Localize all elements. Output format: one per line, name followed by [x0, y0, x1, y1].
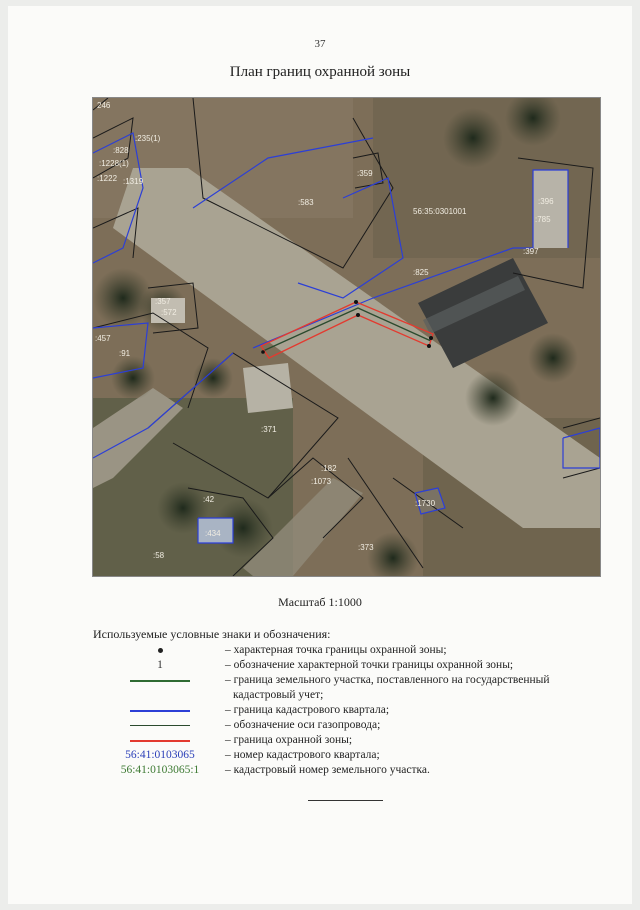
legend-desc: – обозначение оси газопровода;	[225, 719, 381, 731]
map-label-246: 246	[97, 101, 111, 110]
map-label-457: :457	[95, 334, 111, 343]
map-label-1228: :1228(1)	[99, 159, 129, 168]
map-label-828: :828	[113, 146, 129, 155]
parcel-number-sample: 56:41:0103065:1	[120, 764, 200, 776]
legend-desc: – номер кадастрового квартала;	[225, 749, 380, 761]
map-label-397: :397	[523, 247, 539, 256]
legend-item	[0, 688, 640, 703]
map-label-785: :785	[535, 215, 551, 224]
point-number-symbol: 1	[157, 659, 163, 671]
legend-item	[0, 673, 640, 688]
legend-title: Используемые условные знаки и обозначения:	[93, 627, 331, 641]
map-label-572: :572	[161, 308, 177, 317]
building-371	[243, 363, 293, 413]
end-rule-divider	[308, 800, 383, 801]
map-label-825: :825	[413, 268, 429, 277]
legend-desc: – граница охранной зоны;	[225, 734, 353, 746]
scale-caption: Масштаб 1:1000	[278, 595, 362, 609]
legend-item	[0, 658, 640, 673]
map-label-583: :583	[298, 198, 314, 207]
quarter-boundary-line-icon	[130, 710, 190, 712]
legend-item	[0, 703, 640, 718]
map-label-359: :359	[357, 169, 373, 178]
building-396	[533, 170, 568, 248]
legend-desc: – обозначение характерной точки границы охранной зоны;	[225, 659, 514, 671]
point-symbol-icon	[158, 648, 163, 653]
map-label-91: :91	[119, 349, 131, 358]
parcel-boundary-line-icon	[130, 680, 190, 682]
map-label-434: :434	[205, 529, 221, 538]
legend-desc: – граница земельного участка, поставленного на государственный	[225, 674, 550, 686]
quarter-number-sample: 56:41:0103065	[125, 749, 195, 761]
legend-desc: – граница кадастрового квартала;	[225, 704, 390, 716]
map-label-58: :58	[153, 551, 165, 560]
protection-zone-map	[92, 97, 601, 577]
map-label-1730: :1730	[415, 499, 436, 508]
map-label-1319: :1319	[123, 177, 144, 186]
legend-item	[0, 763, 640, 778]
map-label-1073: :1073	[311, 477, 332, 486]
pipeline-axis-line-icon	[130, 725, 190, 726]
map-label-371: :371	[261, 425, 277, 434]
map-label-quarter: 56:35:0301001	[413, 207, 467, 216]
map-label-1222: :1222	[97, 174, 118, 183]
map-label-373: :373	[358, 543, 374, 552]
map-label-396: :396	[538, 197, 554, 206]
legend-item	[0, 643, 640, 658]
legend-item	[0, 733, 640, 748]
legend-item	[0, 718, 640, 733]
page-number: 37	[314, 38, 326, 50]
map-label-182: :182	[321, 464, 337, 473]
page-title: План границ охранной зоны	[229, 64, 411, 80]
protection-zone-line-icon	[130, 740, 190, 742]
aerial-map-svg	[93, 98, 600, 576]
map-label-42: :42	[203, 495, 215, 504]
legend-item	[0, 748, 640, 763]
legend-desc: кадастровый учет;	[233, 689, 324, 701]
legend-desc: – характерная точка границы охранной зоны;	[225, 644, 447, 656]
legend-desc: – кадастровый номер земельного участка.	[225, 764, 430, 776]
map-label-357: :357	[155, 297, 171, 306]
map-label-235: :235(1)	[135, 134, 161, 143]
